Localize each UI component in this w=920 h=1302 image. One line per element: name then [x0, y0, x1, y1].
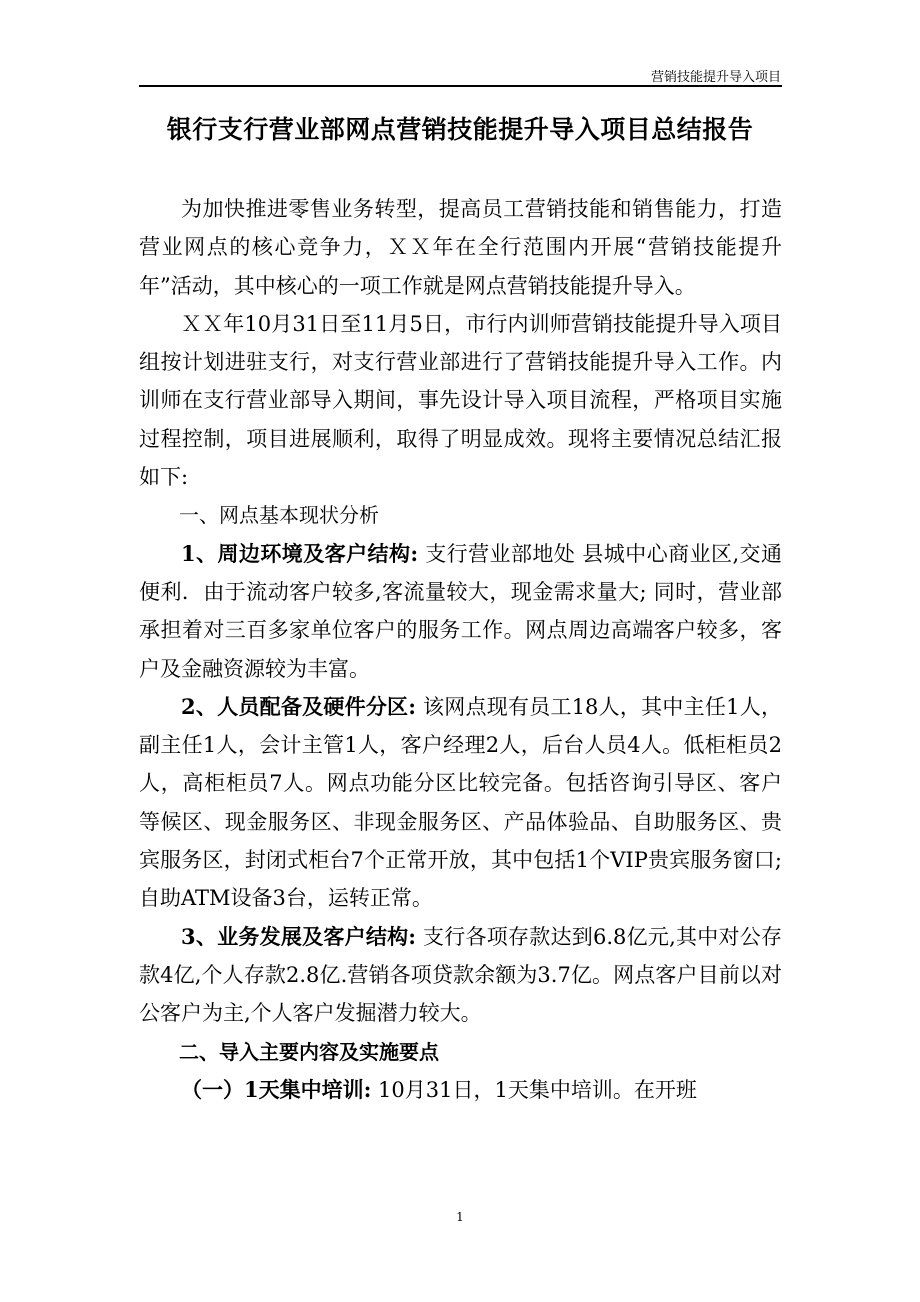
paragraph-lead: 2、人员配备及硬件分区: — [181, 693, 417, 719]
intro-paragraph-2: ＸＸ年10月31日至11月5日，市行内训师营销技能提升导入项目组按计划进驻支行，对支行营业部进行了营销技能提升导入工作。内训师在支行营业部导入期间，事先设计导入项目流程，严格项目实施过程控制，项目进展顺利，取得了明显成效。现将主要情况总结汇报如下: — [139, 311, 782, 490]
header-divider — [139, 85, 782, 87]
running-header: 营销技能提升导入项目 — [650, 70, 781, 85]
page-number: 1 — [456, 1210, 464, 1224]
paragraph-text: 该网点现有员工18人，其中主任1人，副主任1人，会计主管1人，客户经理2人，后台人员4人。低柜柜员2人，高柜柜员7人。网点功能分区比较完备。包括咨询引导区、客户等候区、现金服务区、非现金服务区、产品体验品、自助服务区、贵宾服务区，封闭式柜台7个正常开放，其中包括1个VIP贵宾服务窗口;自助ATM设备3台，运转正常。 — [139, 694, 782, 911]
paragraph-text: 支行各项存款达到6.8亿元,其中对公存款4亿,个人存款2.8亿.营销各项贷款余额为3.7亿。网点客户目前以对公客户为主,个人客户发掘潜力较大。 — [139, 924, 782, 1026]
paragraph-text: 10月31日，1天集中培训。在开班 — [371, 1077, 697, 1102]
section-heading-1: 一、网点基本现状分析 — [179, 503, 379, 528]
paragraph-text: 支行营业部地处 县城中心商业区,交通便利．由于流动客户较多,客流量较大，现金需求量大; 同时，营业部承担着对三百多家单位客户的服务工作。网点周边高端客户较多，客户及金融资源较为丰富。 — [139, 541, 782, 681]
paragraph-business — [139, 918, 782, 1033]
document-body — [139, 190, 782, 1109]
paragraph-lead: （一）1天集中培训: — [181, 1076, 372, 1102]
document-title: 银行支行营业部网点营销技能提升导入项目总结报告 — [166, 115, 754, 144]
intro-paragraph-1: 为加快推进零售业务转型，提高员工营销技能和销售能力，打造营业网点的核心竞争力，ＸＸ年在全行范围内开展“营销技能提升年”活动，其中核心的一项工作就是网点营销技能提升导入。 — [139, 197, 782, 298]
paragraph-lead: 1、周边环境及客户结构: — [181, 540, 419, 566]
paragraph-lead: 3、业务发展及客户结构: — [181, 923, 417, 949]
paragraph-training — [139, 1071, 782, 1109]
section-heading-2: 二、导入主要内容及实施要点 — [179, 1039, 439, 1064]
paragraph-staffing — [139, 688, 782, 918]
paragraph-environment — [139, 535, 782, 688]
